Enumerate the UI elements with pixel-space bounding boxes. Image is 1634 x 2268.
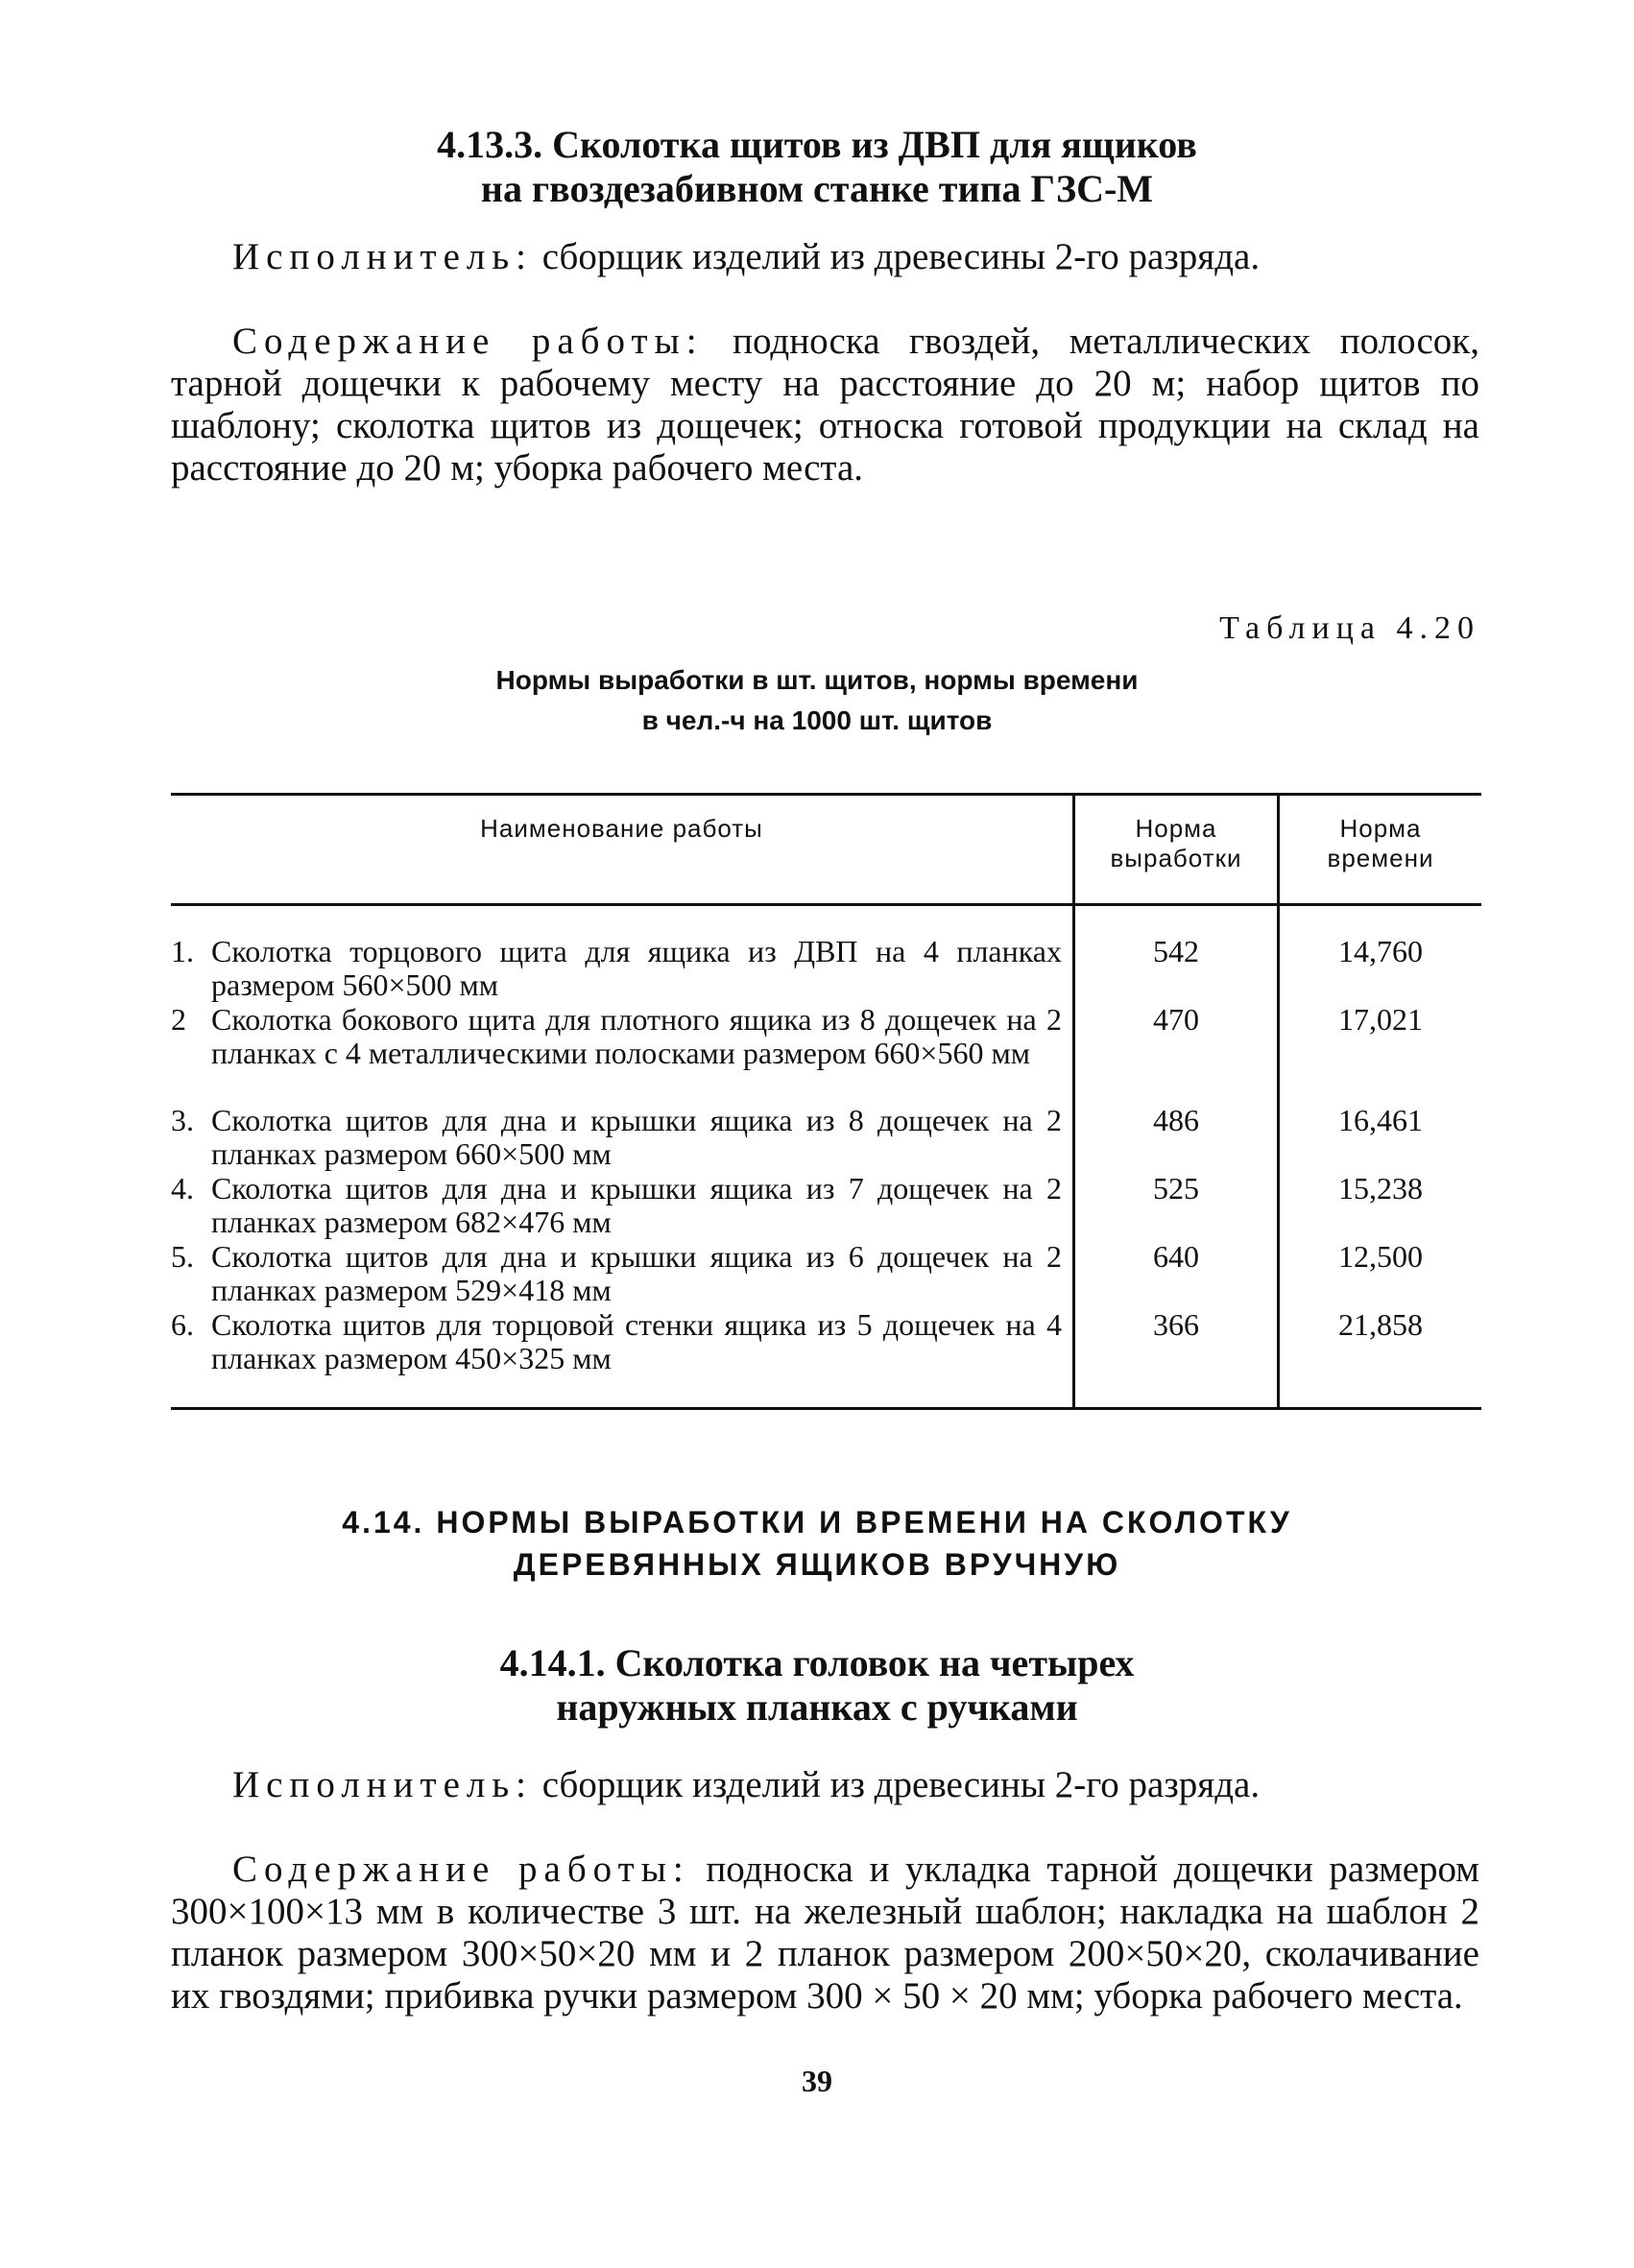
performer-paragraph: [171, 236, 1479, 278]
row-name: Сколотка щитов для дна и крышки ящика из 7 дощечек на 2 планках размером 682×476 мм: [211, 1171, 1062, 1239]
row-name: Сколотка щитов для торцовой стенки ящика из 5 дощечек на 4 планках размером 450×325 мм: [211, 1307, 1062, 1375]
column-header-line: времени: [1327, 844, 1434, 872]
row-number: 3.: [171, 1103, 194, 1137]
table-title-line: Нормы выработки в шт. щитов, нормы времени: [495, 665, 1139, 695]
heading-line: 4.14. НОРМЫ ВЫРАБОТКИ И ВРЕМЕНИ НА СКОЛОТКУ: [342, 1505, 1292, 1540]
table-row: [171, 1172, 1062, 1239]
table-bottom-rule: [171, 1407, 1481, 1410]
row-output: 525: [1153, 1171, 1199, 1206]
row-time: 14,760: [1338, 934, 1423, 968]
work-content-label: Содержание работы:: [232, 1849, 690, 1890]
performer-label: Исполнитель:: [232, 236, 533, 277]
table-row: [171, 1003, 1062, 1070]
table-row: [171, 1240, 1062, 1307]
section-heading-4-13-3: [0, 123, 1634, 211]
row-number: 1.: [171, 934, 194, 968]
row-number: 6.: [171, 1307, 194, 1342]
row-name: Сколотка щитов для дна и крышки ящика из 8 дощечек на 2 планках размером 660×500 мм: [211, 1103, 1062, 1171]
section-heading-4-14: [0, 1501, 1634, 1586]
table-title-line: в чел.-ч на 1000 шт. щитов: [641, 705, 993, 735]
table-row: [171, 1104, 1062, 1171]
table-title: [0, 660, 1634, 741]
table-row: [171, 935, 1062, 1002]
work-content-label: Содержание работы:: [232, 321, 704, 362]
row-number: 2: [171, 1002, 186, 1037]
table-top-rule: [171, 793, 1481, 796]
column-header-name: Наименование работы: [480, 814, 763, 843]
column-header-output: [1075, 814, 1277, 873]
page-number: 39: [802, 2064, 832, 2098]
row-time: 17,021: [1338, 1002, 1423, 1037]
work-content-text: подноска гвоздей, металлических полосок, тарной дощечки к рабочему месту на расстояние до 20 м; набор щитов по шаблону; сколотка щитов из дощечек; относка готовой продукции на склад на расстояние до 20 м; уборка рабочего места.: [171, 321, 1479, 489]
row-output: 470: [1153, 1002, 1199, 1037]
row-name: Сколотка бокового щита для плотного ящика из 8 дощечек на 2 планках с 4 металлическими полосками размером 660×560 мм: [211, 1002, 1062, 1070]
heading-line: ДЕРЕВЯННЫХ ЯЩИКОВ ВРУЧНУЮ: [513, 1547, 1121, 1582]
heading-line: наружных планках с ручками: [556, 1685, 1078, 1729]
work-content-paragraph: [171, 321, 1479, 489]
column-header-time: [1280, 814, 1481, 873]
table-row: [171, 1308, 1062, 1375]
row-time: 12,500: [1338, 1239, 1423, 1274]
row-number: 5.: [171, 1239, 194, 1274]
row-output: 366: [1153, 1307, 1199, 1342]
work-content-paragraph: [171, 1849, 1479, 2017]
performer-label: Исполнитель:: [232, 1764, 533, 1805]
row-output: 542: [1153, 934, 1199, 968]
heading-line: 4.13.3. Сколотка щитов из ДВП для ящиков: [437, 123, 1197, 166]
column-header-line: Норма: [1339, 814, 1422, 843]
row-output: 486: [1153, 1103, 1199, 1137]
heading-line: на гвоздезабивном станке типа ГЗС-М: [480, 167, 1154, 210]
table-label: Таблица 4.20: [1219, 610, 1480, 646]
row-name: Сколотка торцового щита для ящика из ДВП на 4 планках размером 560×500 мм: [211, 934, 1062, 1002]
heading-line: 4.14.1. Сколотка головок на четырех: [499, 1641, 1135, 1684]
column-header-line: выработки: [1110, 844, 1242, 872]
performer-text: сборщик изделий из древесины 2-го разряда.: [541, 236, 1261, 277]
performer-paragraph: [171, 1764, 1479, 1806]
row-time: 21,858: [1338, 1307, 1423, 1342]
row-output: 640: [1153, 1239, 1199, 1274]
row-time: 15,238: [1338, 1171, 1423, 1206]
table-header-rule: [171, 903, 1481, 906]
row-number: 4.: [171, 1171, 194, 1206]
column-header-line: Норма: [1135, 814, 1217, 843]
row-name: Сколотка щитов для дна и крышки ящика из 6 дощечек на 2 планках размером 529×418 мм: [211, 1239, 1062, 1307]
performer-text: сборщик изделий из древесины 2-го разряда.: [541, 1764, 1261, 1805]
row-time: 16,461: [1338, 1103, 1423, 1137]
work-content-text: подноска и укладка тарной дощечки размером 300×100×13 мм в количестве 3 шт. на железный шаблон; накладка на шаблон 2 планок размером 300×50×20 мм и 2 планок размером 200×50×20, сколачивание их гвоздями; прибивка ручки размером 300 × 50 × 20 мм; уборка рабочего места.: [171, 1849, 1479, 2017]
section-heading-4-14-1: [0, 1641, 1634, 1730]
